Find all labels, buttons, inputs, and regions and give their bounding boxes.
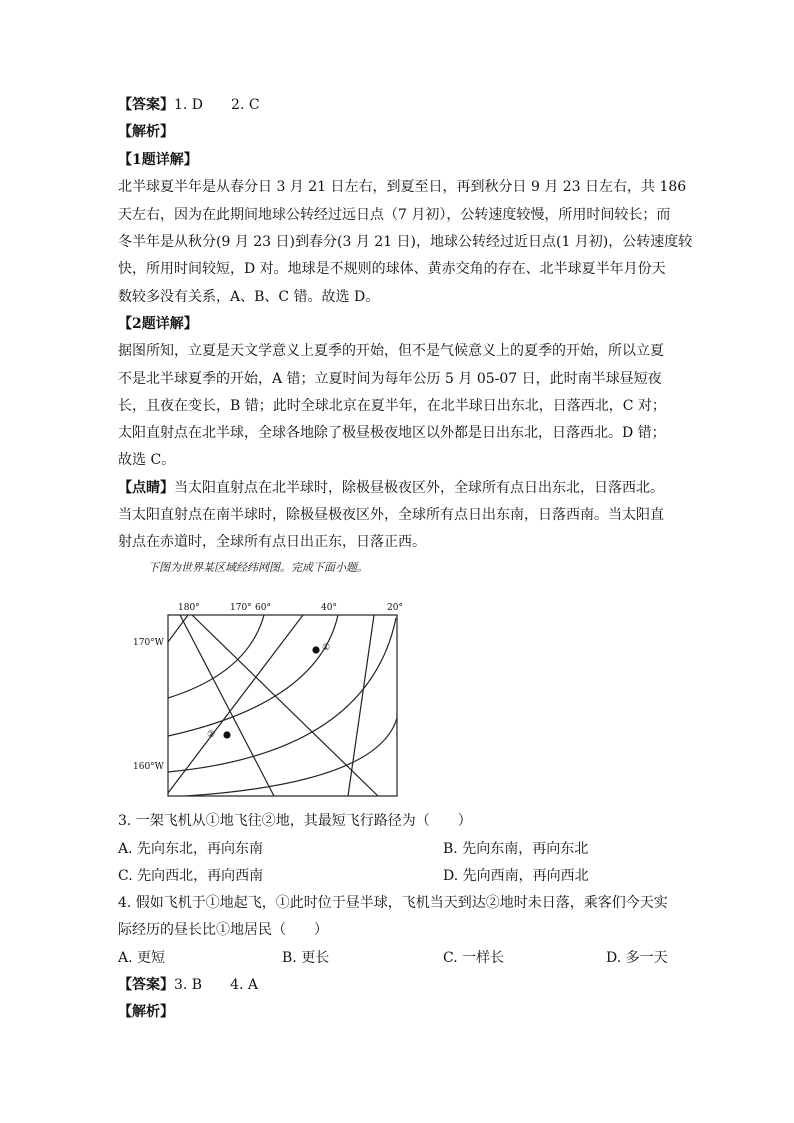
left-label-160w: 160°W bbox=[133, 762, 164, 772]
analysis-heading-1: 【解析】 bbox=[118, 124, 174, 140]
q2-line-1: 据图所知，立夏是天文学意义上夏季的开始，但不是气候意义上的夏季的开始，所以立夏 bbox=[118, 343, 664, 359]
q4-option-d: D. 多一天 bbox=[606, 950, 668, 966]
top-label-170: 170° bbox=[230, 603, 252, 613]
q4-stem-line-1: 4. 假如飞机于①地起飞，①此时位于昼半球，飞机当天到达②地时未日落，乘客们今天实 bbox=[118, 895, 668, 911]
q2-line-4: 太阳直射点在北半球，全球各地除了极昼极夜地区以外都是日出东北，日落西北。D 错； bbox=[118, 425, 666, 441]
tip-tag: 【点睛】 bbox=[118, 480, 174, 496]
answer-text: 1. D 2. C bbox=[174, 97, 260, 113]
q4-option-a: A. 更短 bbox=[118, 950, 166, 966]
analysis-heading-2: 【解析】 bbox=[118, 1004, 174, 1020]
q1-line-1: 北半球夏半年是从春分日 3 月 21 日左右，到夏至日，再到秋分日 9 月 23 日左右，共 186 bbox=[118, 179, 687, 195]
graticule-map bbox=[128, 598, 410, 803]
q1-line-2: 天左右，因为在此期间地球公转经过远日点（7 月初），公转速度较慢，所用时间较长；而 bbox=[118, 207, 671, 223]
q3-option-b: B. 先向东南，再向东北 bbox=[443, 841, 589, 857]
answer-line-1 bbox=[118, 96, 678, 114]
map-caption: 下图为世界某区域经纬网图。完成下面小题。 bbox=[148, 561, 368, 574]
tip-line-2: 当太阳直射点在南半球时，除极昼极夜区外，全球所有点日出东南，日落西南。当太阳直 bbox=[118, 507, 664, 523]
top-label-180: 180° bbox=[178, 603, 200, 613]
q2-detail-heading: 【2题详解】 bbox=[118, 316, 198, 332]
q4-option-c: C. 一样长 bbox=[443, 950, 505, 966]
q1-detail-heading: 【1题详解】 bbox=[118, 152, 198, 168]
left-label-170w: 170°W bbox=[133, 638, 164, 648]
q2-line-5: 故选 C。 bbox=[118, 452, 176, 468]
q3-option-d: D. 先向西南，再向西北 bbox=[443, 868, 589, 884]
answer-text-2: 3. B 4. A bbox=[174, 977, 259, 993]
q4-option-b: B. 更长 bbox=[282, 950, 330, 966]
answer-tag-2: 【答案】 bbox=[118, 977, 174, 993]
top-label-60: 60° bbox=[255, 603, 271, 613]
q1-line-4: 快，所用时间较短，D 对。地球是不规则的球体、黄赤交角的存在、北半球夏半年月份天 bbox=[118, 261, 666, 277]
tip-line-3: 射点在赤道时，全球所有点日出正东，日落正西。 bbox=[118, 534, 426, 550]
tip-text-1: 当太阳直射点在北半球时，除极昼极夜区外，全球所有点日出东北，日落西北。 bbox=[174, 480, 664, 496]
q3-option-c: C. 先向西北，再向西南 bbox=[118, 868, 264, 884]
point-2-marker bbox=[223, 731, 230, 738]
tip-line-1 bbox=[118, 479, 678, 497]
top-label-20: 20° bbox=[387, 603, 403, 613]
q3-option-a: A. 先向东北，再向东南 bbox=[118, 841, 264, 857]
q2-line-3: 长，且夜在变长，B 错；此时全球北京在夏半年，在北半球日出东北，日落西北，C 对； bbox=[118, 398, 666, 414]
answer-tag: 【答案】 bbox=[118, 97, 174, 113]
q1-line-3: 冬半年是从秋分(9 月 23 日)到春分(3 月 21 日)，地球公转经过近日点(1 月初)，公转速度较 bbox=[118, 234, 693, 250]
q1-line-5: 数较多没有关系，A、B、C 错。故选 D。 bbox=[118, 289, 380, 305]
q2-line-2: 不是北半球夏季的开始，A 错；立夏时间为每年公历 5 月 05-07 日，此时南半球昼短夜 bbox=[118, 371, 662, 387]
point-1-label: ① bbox=[322, 643, 331, 653]
q3-stem: 3. 一架飞机从①地飞往②地，其最短飞行路径为（ ） bbox=[118, 813, 472, 829]
answer-line-2 bbox=[118, 976, 678, 994]
top-label-40: 40° bbox=[321, 603, 337, 613]
point-2-label: ② bbox=[207, 730, 216, 740]
point-1-marker bbox=[312, 646, 319, 653]
q4-stem-line-2: 际经历的昼长比①地居民（ ） bbox=[118, 922, 328, 938]
